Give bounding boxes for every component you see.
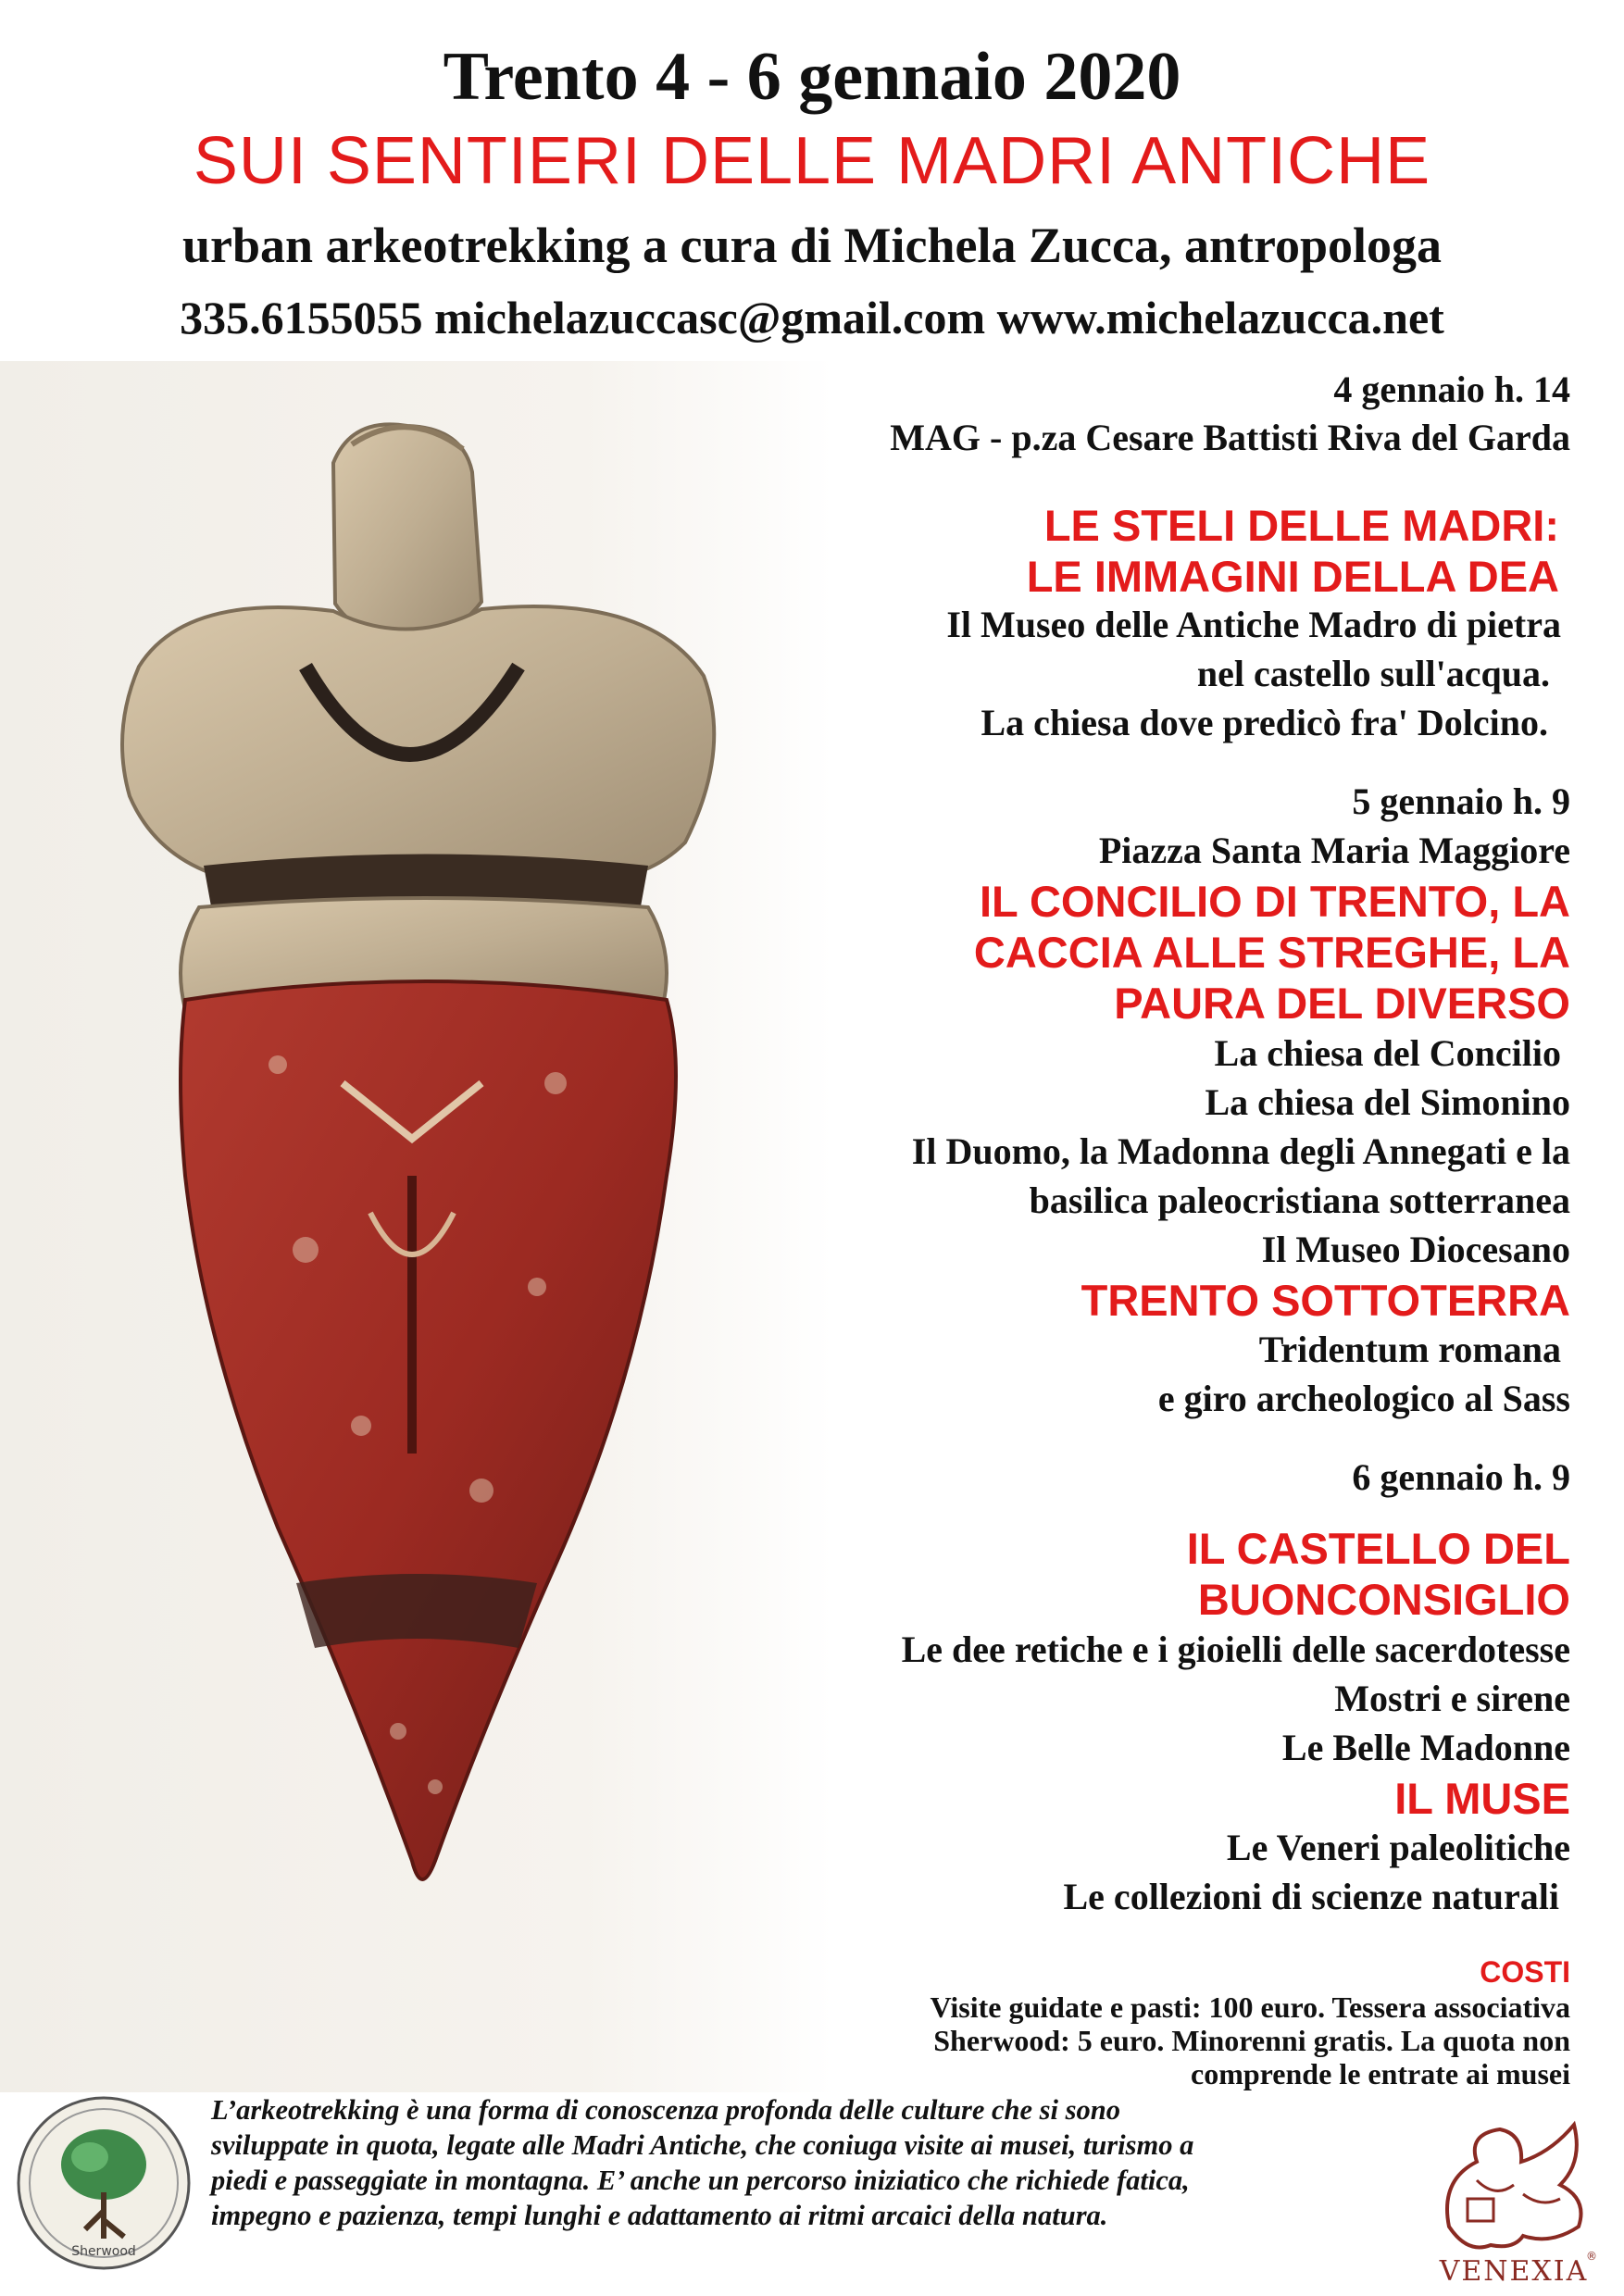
costi-heading: COSTI	[1480, 1955, 1570, 1989]
day2-title-line1: IL CONCILIO DI TRENTO, LA	[980, 877, 1570, 926]
byline: urban arkeotrekking a cura di Michela Zucca, antropologa	[181, 218, 1443, 273]
sherwood-logo-text: Sherwood	[71, 2244, 136, 2259]
footer-line-1: L’arkeotrekking è una forma di conoscenza profonda delle culture che si sono	[211, 2094, 1120, 2126]
day2-detail-4: basilica paleocristiana sotterranea	[1029, 1179, 1570, 1221]
day2-title-line3: PAURA DEL DIVERSO	[1114, 979, 1570, 1028]
day2-detail-2: La chiesa del Simonino	[1205, 1081, 1570, 1123]
day3-detail-b1: Le Veneri paleolitiche	[1226, 1827, 1570, 1868]
costi-line-2: Sherwood: 5 euro. Minorenni gratis. La quota non	[933, 2024, 1570, 2057]
footer-line-2: sviluppate in quota, legate alle Madri Antiche, che coniuga visite ai musei, turismo a	[211, 2129, 1194, 2161]
event-title: SUI SENTIERI DELLE MADRI ANTICHE	[193, 124, 1431, 198]
costi-line-3: comprende le entrate ai musei	[1191, 2057, 1570, 2090]
venexia-logo-text: VENEXIA	[1439, 2255, 1589, 2288]
day2-title-b: TRENTO SOTTOTERRA	[1081, 1276, 1570, 1325]
day2-title-line2: CACCIA ALLE STREGHE, LA	[973, 928, 1570, 977]
venus-figurine-image	[0, 361, 833, 2092]
day1-detail-1: Il Museo delle Antiche Madro di pietra	[946, 604, 1561, 645]
day1-date: 4 gennaio h. 14	[1333, 368, 1570, 410]
day1-place: MAG - p.za Cesare Battisti Riva del Garda	[890, 417, 1570, 458]
day3-detail-2: Mostri e sirene	[1334, 1678, 1570, 1719]
day2-detail-3: Il Duomo, la Madonna degli Annegati e la	[911, 1130, 1570, 1172]
contact-line: 335.6155055 michelazuccasc@gmail.com www.michelazucca.net	[180, 292, 1444, 343]
footer-description	[211, 2092, 1396, 2233]
day2-detail-b1: Tridentum romana	[1258, 1329, 1561, 1370]
tree-logo-icon	[11, 2090, 196, 2276]
day2-detail-1: La chiesa del Concilio	[1214, 1032, 1561, 1074]
day3-title-line1: IL CASTELLO DEL	[1186, 1524, 1570, 1573]
winged-lion-icon	[1412, 2097, 1616, 2291]
day1-title-line2: LE IMMAGINI DELLA DEA	[1026, 552, 1559, 601]
day3-title-line2: BUONCONSIGLIO	[1197, 1575, 1570, 1624]
day2-place: Piazza Santa Maria Maggiore	[1098, 830, 1570, 871]
day3-date: 6 gennaio h. 9	[1352, 1456, 1570, 1498]
day3-detail-b2: Le collezioni di scienze naturali	[1063, 1876, 1559, 1917]
day3-detail-3: Le Belle Madonne	[1281, 1727, 1570, 1768]
venexia-logo	[1412, 2097, 1616, 2291]
day1-detail-2: nel castello sull'acqua.	[1196, 653, 1550, 694]
day3-detail-1: Le dee retiche e i gioielli delle sacerdotesse	[901, 1628, 1570, 1670]
day1-detail-3: La chiesa dove predicò fra' Dolcino.	[981, 702, 1548, 743]
sherwood-logo	[11, 2090, 196, 2276]
page-title: Trento 4 - 6 gennaio 2020	[443, 39, 1181, 115]
day2-date: 5 gennaio h. 9	[1352, 780, 1570, 822]
day1-title-line1: LE STELI DELLE MADRI:	[1043, 501, 1559, 550]
footer-line-4: impegno e pazienza, tempi lunghi e adattamento ai ritmi arcaici della natura.	[211, 2200, 1108, 2231]
day3-title-b: IL MUSE	[1394, 1774, 1570, 1823]
costi-line-1: Visite guidate e pasti: 100 euro. Tessera associativa	[930, 1990, 1570, 2024]
footer-line-3: piedi e passeggiate in montagna. E’ anche un percorso iniziatico che richiede fatica,	[211, 2165, 1190, 2196]
day2-detail-5: Il Museo Diocesano	[1261, 1229, 1570, 1270]
day2-detail-b2: e giro archeologico al Sass	[1157, 1378, 1570, 1419]
registered-mark: ®	[1586, 2250, 1597, 2263]
figurine-illustration	[0, 361, 833, 2092]
